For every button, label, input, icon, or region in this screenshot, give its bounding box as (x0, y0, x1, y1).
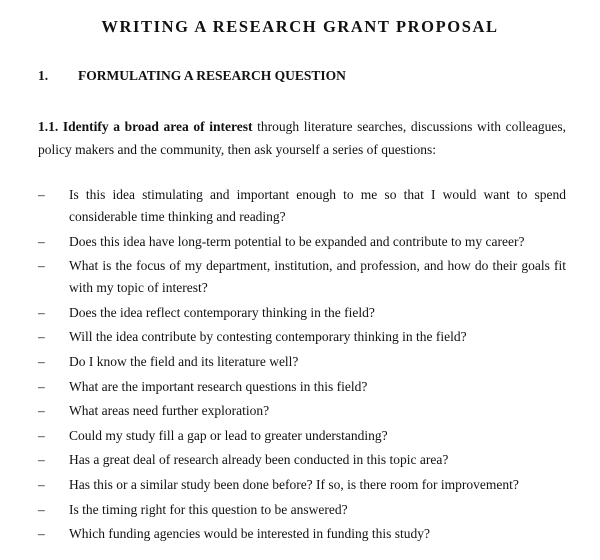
dash-bullet: – (38, 427, 45, 443)
dash-bullet: – (38, 403, 45, 419)
list-item (38, 302, 566, 324)
list-item (38, 523, 566, 545)
list-item (38, 255, 566, 299)
dash-bullet: – (38, 258, 45, 274)
dash-bullet: – (38, 378, 45, 394)
dash-bullet: – (38, 526, 45, 542)
dash-bullet: – (38, 501, 45, 517)
question-text: What areas need further exploration? (69, 403, 270, 419)
question-text: Is the timing right for this question to be answered? (69, 501, 348, 517)
section-heading-text: FORMULATING A RESEARCH QUESTION (78, 68, 346, 83)
intro-body: through literature searches, discussions with colleagues, policy makers and the community, then ask yourself a series of questions: (38, 119, 566, 157)
list-item (38, 351, 566, 373)
section-number: 1. (38, 68, 49, 83)
dash-bullet: – (38, 329, 45, 345)
list-item (38, 326, 566, 348)
question-text: Do I know the field and its literature well? (69, 353, 299, 369)
dash-bullet: – (38, 233, 45, 249)
question-text: Which funding agencies would be interested in funding this study? (69, 526, 431, 542)
question-text: What is the focus of my department, institution, and profession, and how do their goals fit with my topic of interest? (69, 258, 566, 296)
dash-bullet: – (38, 304, 45, 320)
question-text: Does the idea reflect contemporary thinking in the field? (69, 304, 375, 320)
list-item (38, 184, 566, 228)
question-text: Has a great deal of research already been conducted in this topic area? (69, 452, 449, 468)
dash-bullet: – (38, 353, 45, 369)
list-item (38, 400, 566, 422)
dash-bullet: – (38, 452, 45, 468)
list-item (38, 425, 566, 447)
question-text: Is this idea stimulating and important enough to me so that I would want to spend considerable time thinking and reading? (69, 187, 566, 224)
question-list (38, 184, 566, 548)
question-text: What are the important research questions in this field? (69, 378, 368, 394)
list-item (38, 499, 566, 521)
document-title: WRITING A RESEARCH GRANT PROPOSAL (101, 17, 499, 36)
question-text: Could my study fill a gap or lead to greater understanding? (69, 427, 388, 443)
dash-bullet: – (38, 476, 45, 492)
intro-paragraph (38, 115, 566, 161)
list-item (38, 474, 566, 496)
list-item (38, 376, 566, 398)
question-text: Will the idea contribute by contesting contemporary thinking in the field? (69, 329, 467, 345)
list-item (38, 449, 566, 471)
list-item (38, 231, 566, 253)
intro-lead: 1.1. Identify a broad area of interest (38, 119, 253, 134)
question-text: Has this or a similar study been done before? If so, is there room for improvement? (69, 476, 519, 492)
question-text: Does this idea have long-term potential to be expanded and contribute to my career? (69, 233, 525, 249)
section-heading (38, 68, 346, 84)
dash-bullet: – (38, 187, 45, 202)
